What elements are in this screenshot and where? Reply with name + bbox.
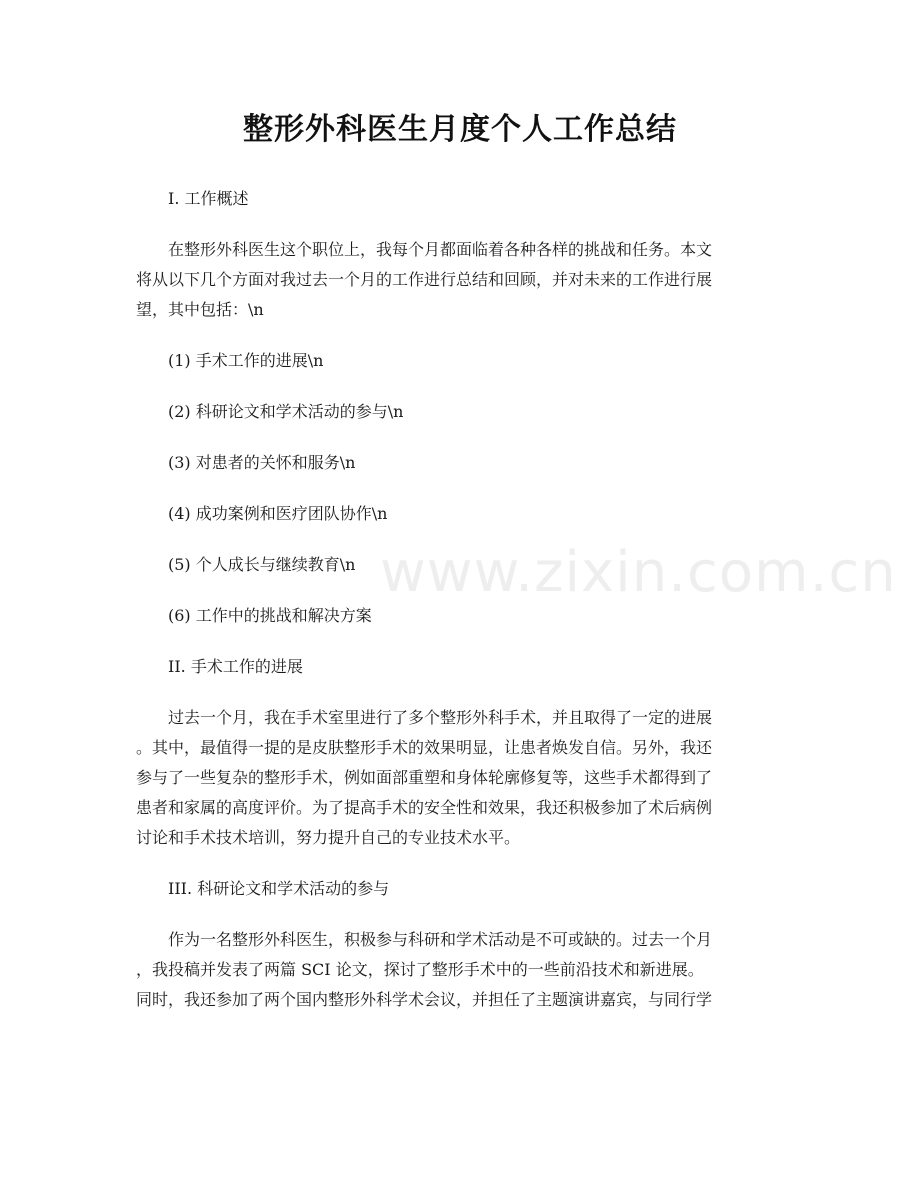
document-body [136,184,788,1036]
section-heading-surgery: II. 手术工作的进展 [168,657,303,676]
list-item: (5) 个人成长与继续教育\n [168,555,356,574]
paragraph-line: 过去一个月，我在手术室里进行了多个整形外科手术，并且取得了一定的进展 [168,708,713,727]
paragraph-line: ，我投稿并发表了两篇 SCI 论文，探讨了整形手术中的一些前沿技术和新进展。 [136,960,704,979]
paragraph-line: 将从以下几个方面对我过去一个月的工作进行总结和回顾，并对未来的工作进行展 [136,270,713,289]
watermark: www.zixin.com.cn [380,540,897,605]
paragraph-line: 。其中，最值得一提的是皮肤整形手术的效果明显，让患者焕发自信。另外，我还 [136,738,713,757]
section-heading-overview: I. 工作概述 [168,189,249,208]
list-item: (3) 对患者的关怀和服务\n [168,453,356,472]
paragraph-surgery [136,703,788,853]
paragraph-research [136,925,788,1015]
paragraph-line: 讨论和手术技术培训，努力提升自己的专业技术水平。 [136,828,521,847]
section-heading-research: III. 科研论文和学术活动的参与 [168,879,390,898]
list-item: (1) 手术工作的进展\n [168,351,324,370]
paragraph-line: 患者和家属的高度评价。为了提高手术的安全性和效果，我还积极参加了术后病例 [136,798,713,817]
paragraph-line: 在整形外科医生这个职位上，我每个月都面临着各种各样的挑战和任务。本文 [168,240,713,259]
document-title: 整形外科医生月度个人工作总结 [243,112,677,147]
list-item: (6) 工作中的挑战和解决方案 [168,606,372,625]
paragraph-line: 同时，我还参加了两个国内整形外科学术会议，并担任了主题演讲嘉宾，与同行学 [136,990,713,1009]
list-item: (2) 科研论文和学术活动的参与\n [168,402,404,421]
paragraph-line: 参与了一些复杂的整形手术，例如面部重塑和身体轮廓修复等，这些手术都得到了 [136,768,713,787]
paragraph-line: 望，其中包括：\n [136,300,264,319]
paragraph-overview [136,235,788,325]
paragraph-line: 作为一名整形外科医生，积极参与科研和学术活动是不可或缺的。过去一个月 [168,930,713,949]
list-item: (4) 成功案例和医疗团队协作\n [168,504,388,523]
